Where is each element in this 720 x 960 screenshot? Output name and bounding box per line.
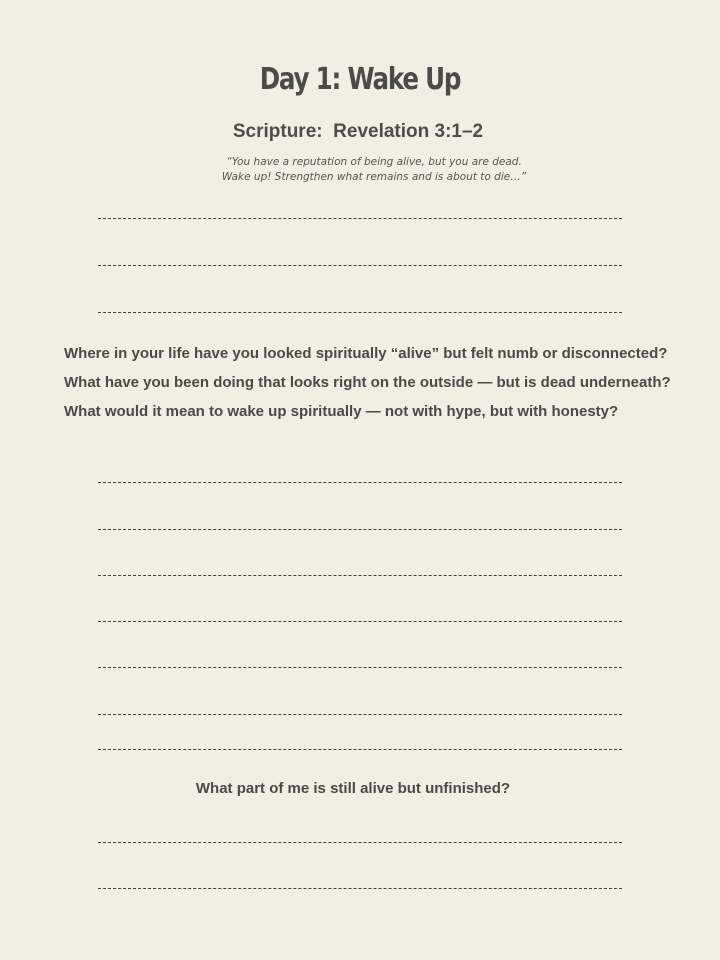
writing-line-9[interactable] bbox=[98, 714, 622, 715]
scripture-reference: Scripture: Revelation 3:1–2 bbox=[232, 121, 484, 142]
question-1: Where in your life have you looked spiritually “alive” but felt numb or disconnected? bbox=[64, 345, 668, 362]
question-3: What would it mean to wake up spiritually — not with hype, but with honesty? bbox=[64, 403, 619, 420]
scripture-quote-line-2: Wake up! Strengthen what remains and is about to die…” bbox=[221, 171, 527, 183]
scripture-quote-line-1: “You have a reputation of being alive, but you are dead. bbox=[226, 156, 522, 168]
writing-line-8[interactable] bbox=[98, 667, 622, 668]
final-prompt: What part of me is still alive but unfinished? bbox=[195, 780, 511, 797]
writing-line-3[interactable] bbox=[98, 312, 622, 313]
writing-line-12[interactable] bbox=[98, 888, 622, 889]
page-title: Day 1: Wake Up bbox=[259, 62, 461, 97]
reflection-questions bbox=[64, 343, 704, 430]
writing-line-7[interactable] bbox=[98, 621, 622, 622]
scripture-quote bbox=[0, 155, 720, 185]
writing-line-11[interactable] bbox=[98, 842, 622, 843]
writing-line-2[interactable] bbox=[98, 265, 622, 266]
writing-line-4[interactable] bbox=[98, 482, 622, 483]
writing-line-6[interactable] bbox=[98, 575, 622, 576]
writing-line-1[interactable] bbox=[98, 218, 622, 219]
question-2: What have you been doing that looks right on the outside — but is dead underneath? bbox=[64, 374, 671, 391]
writing-line-5[interactable] bbox=[98, 529, 622, 530]
writing-line-10[interactable] bbox=[98, 749, 622, 750]
